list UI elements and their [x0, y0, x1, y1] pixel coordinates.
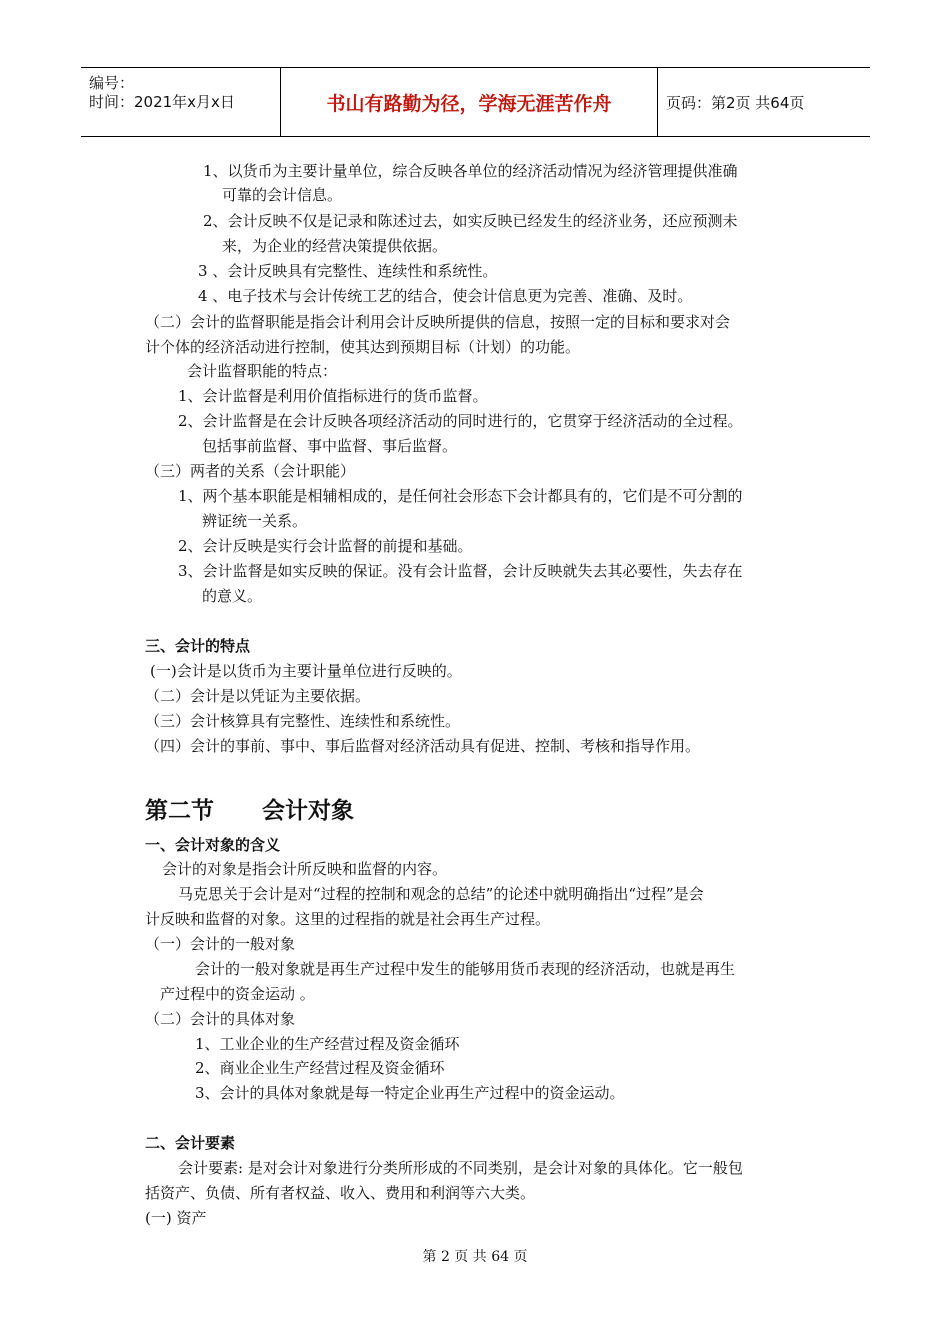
- document-date-label: 时间：2021年x月x日: [89, 93, 235, 111]
- text-line: 1、工业企业的生产经营过程及资金循环: [195, 1035, 460, 1053]
- section-number: 第二节: [145, 798, 214, 824]
- text-line: 2、会计监督是在会计反映各项经济活动的同时进行的，它贯穿于经济活动的全过程。: [178, 412, 743, 430]
- text-line: 会计的一般对象就是再生产过程中发生的能够用货币表现的经济活动，也就是再生: [195, 960, 736, 978]
- text-line: 会计监督职能的特点：: [187, 362, 338, 380]
- text-line: 2、会计反映是实行会计监督的前提和基础。: [178, 537, 473, 555]
- text-line: 1、以货币为主要计量单位，综合反映各单位的经济活动情况为经济管理提供准确: [203, 162, 738, 180]
- header-meta-cell: [81, 68, 281, 136]
- text-line: 包括事前监督、事中监督、事后监督。: [202, 437, 458, 455]
- text-line: 计反映和监督的对象。这里的过程指的就是社会再生产过程。: [145, 910, 551, 928]
- text-line: 可靠的会计信息。: [222, 186, 343, 204]
- heading-object-meaning: 一、会计对象的含义: [145, 836, 281, 854]
- text-line: （一）会计的一般对象: [145, 935, 296, 953]
- text-line: （二）会计的具体对象: [145, 1010, 296, 1028]
- text-line: 的意义。: [202, 587, 263, 605]
- text-line: 括资产、负债、所有者权益、收入、费用和利润等六大类。: [145, 1184, 536, 1202]
- text-line: 会计要素: 是对会计对象进行分类所形成的不同类别，是会计对象的具体化。它一般包: [178, 1159, 743, 1177]
- section-title: 会计对象: [262, 798, 354, 824]
- text-line: 4 、电子技术与会计传统工艺的结合，使会计信息更为完善、准确、及时。: [198, 287, 693, 305]
- text-line: 3 、会计反映具有完整性、连续性和系统性。: [198, 262, 498, 280]
- text-line: （三）会计核算具有完整性、连续性和系统性。: [145, 712, 461, 730]
- text-line: 来，为企业的经营决策提供依据。: [222, 237, 448, 255]
- text-line: (一) 资产: [145, 1209, 207, 1227]
- text-line: 1、两个基本职能是相辅相成的，是任何社会形态下会计都具有的，它们是不可分割的: [178, 487, 743, 505]
- heading-accounting-elements: 二、会计要素: [145, 1134, 236, 1152]
- text-line: 2、会计反映不仅是记录和陈述过去，如实反映已经发生的经济业务，还应预测未: [203, 212, 738, 230]
- document-number-label: 编号：: [89, 74, 135, 92]
- text-line: 辨证统一关系。: [202, 512, 308, 530]
- text-line: 3、会计监督是如实反映的保证。没有会计监督，会计反映就失去其必要性，失去存在: [178, 562, 743, 580]
- text-line: 马克思关于会计是对“过程的控制和观念的总结”的论述中就明确指出“过程”是会: [178, 885, 704, 903]
- text-line: 会计的对象是指会计所反映和监督的内容。: [162, 860, 448, 878]
- text-line: (一)会计是以货币为主要计量单位进行反映的。: [150, 662, 462, 680]
- header-motto: 书山有路勤为径，学海无涯苦作舟: [281, 68, 658, 136]
- text-line: 产过程中的资金运动 。: [160, 985, 315, 1003]
- text-line: 1、会计监督是利用价值指标进行的货币监督。: [178, 387, 488, 405]
- text-line: （四）会计的事前、事中、事后监督对经济活动具有促进、控制、考核和指导作用。: [145, 737, 701, 755]
- text-line: （二）会计的监督职能是指会计利用会计反映所提供的信息，按照一定的目标和要求对会: [145, 313, 731, 331]
- text-line: 3、会计的具体对象就是每一特定企业再生产过程中的资金运动。: [195, 1084, 625, 1102]
- heading-accounting-features: 三、会计的特点: [145, 637, 251, 655]
- page-header: [81, 67, 870, 137]
- page-footer: 第 2 页 共 64 页: [422, 1249, 528, 1265]
- text-line: （三）两者的关系（会计职能）: [145, 462, 356, 480]
- header-page-info: 页码：第2页 共64页: [666, 93, 805, 112]
- section-heading: [145, 792, 354, 825]
- text-line: （二）会计是以凭证为主要依据。: [145, 687, 371, 705]
- text-line: 2、商业企业生产经营过程及资金循环: [195, 1059, 445, 1077]
- text-line: 计个体的经济活动进行控制，使其达到预期目标（计划）的功能。: [145, 338, 581, 356]
